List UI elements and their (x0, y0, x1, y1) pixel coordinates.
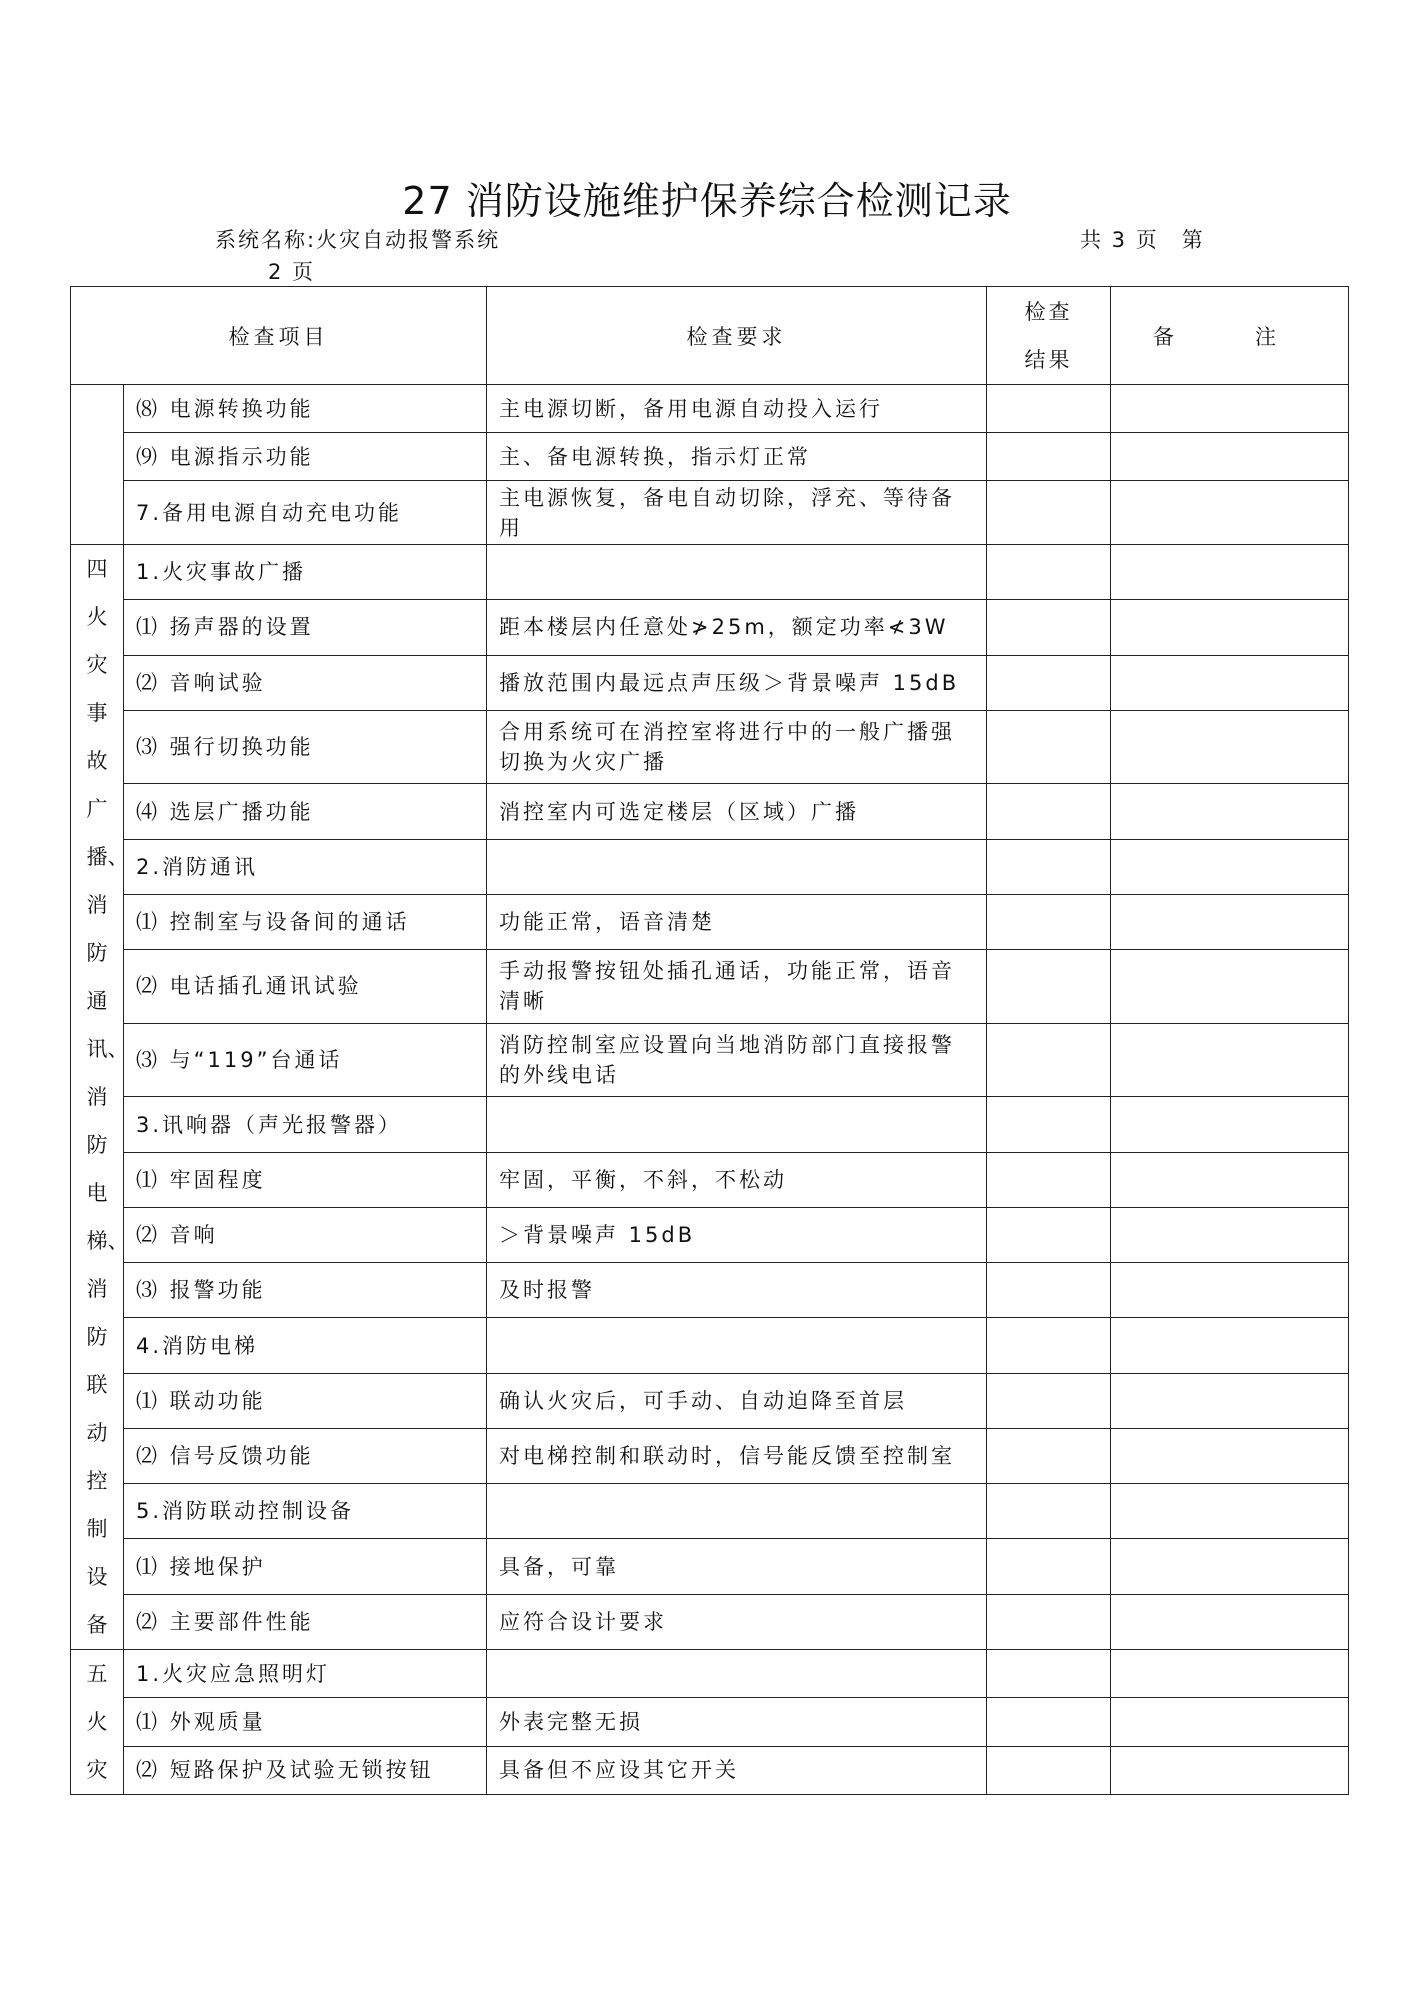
remark-cell[interactable] (1111, 950, 1349, 1024)
item-cell: ⑶ 与“119”台通话 (124, 1023, 487, 1097)
item-cell: ⑴ 控制室与设备间的通话 (124, 894, 487, 949)
remark-cell[interactable] (1111, 385, 1349, 433)
section-label-cell (71, 385, 124, 545)
section-label: 五火灾 (86, 1662, 108, 1782)
table-row (71, 1207, 1349, 1262)
requirement-cell (487, 1318, 987, 1373)
result-cell[interactable] (987, 655, 1111, 710)
result-cell[interactable] (987, 950, 1111, 1024)
remark-cell[interactable] (1111, 1698, 1349, 1746)
requirement-cell: 播放范围内最远点声压级＞背景噪声 15dB (487, 655, 987, 710)
requirement-cell: 功能正常，语音清楚 (487, 894, 987, 949)
result-cell[interactable] (987, 894, 1111, 949)
table-row (71, 894, 1349, 949)
remark-cell[interactable] (1111, 1097, 1349, 1152)
table-row (71, 1373, 1349, 1428)
result-cell[interactable] (987, 481, 1111, 545)
item-cell: 7.备用电源自动充电功能 (124, 481, 487, 545)
remark-cell[interactable] (1111, 1539, 1349, 1594)
item-cell: 4.消防电梯 (124, 1318, 487, 1373)
result-cell[interactable] (987, 545, 1111, 600)
table-row (71, 655, 1349, 710)
header-result (987, 287, 1111, 385)
item-cell: ⑵ 短路保护及试验无锁按钮 (124, 1746, 487, 1794)
item-cell: 5.消防联动控制设备 (124, 1484, 487, 1539)
requirement-cell: 具备，可靠 (487, 1539, 987, 1594)
table-row (71, 385, 1349, 433)
remark-cell[interactable] (1111, 1594, 1349, 1649)
remark-cell[interactable] (1111, 710, 1349, 784)
remark-cell[interactable] (1111, 655, 1349, 710)
section-label-cell (71, 545, 129, 1650)
item-cell: 1.火灾事故广播 (124, 545, 487, 600)
result-cell[interactable] (987, 1650, 1111, 1698)
remark-cell[interactable] (1111, 839, 1349, 894)
remark-cell[interactable] (1111, 1484, 1349, 1539)
remark-cell[interactable] (1111, 1263, 1349, 1318)
table-row (71, 784, 1349, 839)
remark-cell[interactable] (1111, 481, 1349, 545)
result-cell[interactable] (987, 1428, 1111, 1483)
result-cell[interactable] (987, 1594, 1111, 1649)
remark-cell[interactable] (1111, 1152, 1349, 1207)
requirement-cell: 消防控制室应设置向当地消防部门直接报警的外线电话 (487, 1023, 987, 1097)
requirement-cell: 对电梯控制和联动时，信号能反馈至控制室 (487, 1428, 987, 1483)
requirement-cell: 主电源切断，备用电源自动投入运行 (487, 385, 987, 433)
section-label: 四火灾事故广播、消防通讯、消防电梯、消防联动控制设备 (86, 557, 129, 1637)
item-cell: ⑼ 电源指示功能 (124, 433, 487, 481)
header-result-line2: 结果 (1024, 347, 1073, 372)
total-pages-label: 共 3 页 第 (1080, 228, 1205, 252)
remark-cell[interactable] (1111, 433, 1349, 481)
table-row (71, 839, 1349, 894)
requirement-cell (487, 545, 987, 600)
result-cell[interactable] (987, 1318, 1111, 1373)
remark-cell[interactable] (1111, 1428, 1349, 1483)
result-cell[interactable] (987, 1152, 1111, 1207)
requirement-cell (487, 1484, 987, 1539)
table-row (71, 1746, 1349, 1794)
remark-cell[interactable] (1111, 784, 1349, 839)
remark-cell[interactable] (1111, 600, 1349, 655)
item-cell: ⑵ 主要部件性能 (124, 1594, 487, 1649)
result-cell[interactable] (987, 1097, 1111, 1152)
result-cell[interactable] (987, 1023, 1111, 1097)
table-row (71, 1594, 1349, 1649)
requirement-cell (487, 1097, 987, 1152)
result-cell[interactable] (987, 839, 1111, 894)
remark-cell[interactable] (1111, 1650, 1349, 1698)
result-cell[interactable] (987, 433, 1111, 481)
requirement-cell: 手动报警按钮处插孔通话，功能正常，语音清晰 (487, 950, 987, 1024)
requirement-cell (487, 839, 987, 894)
result-cell[interactable] (987, 1373, 1111, 1428)
requirement-cell: 具备但不应设其它开关 (487, 1746, 987, 1794)
remark-cell[interactable] (1111, 1023, 1349, 1097)
requirement-cell (487, 1650, 987, 1698)
remark-cell[interactable] (1111, 1318, 1349, 1373)
remark-cell[interactable] (1111, 1207, 1349, 1262)
item-cell: ⑷ 选层广播功能 (124, 784, 487, 839)
item-cell: ⑴ 联动功能 (124, 1373, 487, 1428)
item-cell: ⑴ 接地保护 (124, 1539, 487, 1594)
header-item: 检查项目 (71, 287, 487, 385)
table-row (71, 1539, 1349, 1594)
inspection-table (70, 286, 1349, 1795)
table-row (71, 1318, 1349, 1373)
result-cell[interactable] (987, 1263, 1111, 1318)
table-row (71, 1484, 1349, 1539)
item-cell: ⑵ 音响 (124, 1207, 487, 1262)
requirement-cell: 外表完整无损 (487, 1698, 987, 1746)
requirement-cell: ＞背景噪声 15dB (487, 1207, 987, 1262)
header-result-line1: 检查 (1024, 299, 1073, 324)
system-name-label: 系统名称:火灾自动报警系统 (215, 228, 501, 252)
result-cell[interactable] (987, 710, 1111, 784)
table-row (71, 1650, 1349, 1698)
section-label-cell (71, 1650, 124, 1795)
item-cell: 3.讯响器（声光报警器） (124, 1097, 487, 1152)
page-number-label: 2 页 (268, 260, 316, 284)
table-row (71, 1263, 1349, 1318)
table-row (71, 600, 1349, 655)
result-cell[interactable] (987, 1698, 1111, 1746)
table-row (71, 950, 1349, 1024)
item-cell: ⑵ 电话插孔通讯试验 (124, 950, 487, 1024)
requirement-cell: 消控室内可选定楼层（区域）广播 (487, 784, 987, 839)
table-row (71, 1152, 1349, 1207)
requirement-cell: 及时报警 (487, 1263, 987, 1318)
item-cell: ⑴ 扬声器的设置 (124, 600, 487, 655)
header-remark: 备 注 (1111, 287, 1349, 385)
result-cell[interactable] (987, 385, 1111, 433)
remark-cell[interactable] (1111, 545, 1349, 600)
table-header-row (71, 287, 1349, 385)
document-title: 27 消防设施维护保养综合检测记录 (402, 179, 1012, 223)
item-cell: ⑻ 电源转换功能 (124, 385, 487, 433)
result-cell[interactable] (987, 600, 1111, 655)
table-row (71, 1097, 1349, 1152)
requirement-cell: 合用系统可在消控室将进行中的一般广播强切换为火灾广播 (487, 710, 987, 784)
item-cell: 1.火灾应急照明灯 (124, 1650, 487, 1698)
item-cell: ⑵ 音响试验 (124, 655, 487, 710)
result-cell[interactable] (987, 784, 1111, 839)
table-row (71, 433, 1349, 481)
requirement-cell: 确认火灾后，可手动、自动迫降至首层 (487, 1373, 987, 1428)
remark-cell[interactable] (1111, 1373, 1349, 1428)
item-cell: ⑴ 外观质量 (124, 1698, 487, 1746)
table-body (71, 385, 1349, 1795)
requirement-cell: 距本楼层内任意处≯25m，额定功率≮3W (487, 600, 987, 655)
requirement-cell: 牢固，平衡，不斜，不松动 (487, 1152, 987, 1207)
item-cell: ⑶ 报警功能 (124, 1263, 487, 1318)
table-row (71, 1428, 1349, 1483)
table-row (71, 481, 1349, 545)
result-cell[interactable] (987, 1484, 1111, 1539)
remark-cell[interactable] (1111, 1746, 1349, 1794)
requirement-cell: 主电源恢复，备电自动切除，浮充、等待备用 (487, 481, 987, 545)
table-row (71, 545, 1349, 600)
requirement-cell: 主、备电源转换，指示灯正常 (487, 433, 987, 481)
remark-cell[interactable] (1111, 894, 1349, 949)
requirement-cell: 应符合设计要求 (487, 1594, 987, 1649)
header-requirement: 检查要求 (487, 287, 987, 385)
result-cell[interactable] (987, 1746, 1111, 1794)
table-row (71, 1698, 1349, 1746)
item-cell: ⑶ 强行切换功能 (124, 710, 487, 784)
table-row (71, 710, 1349, 784)
result-cell[interactable] (987, 1539, 1111, 1594)
item-cell: 2.消防通讯 (124, 839, 487, 894)
table-row (71, 1023, 1349, 1097)
item-cell: ⑴ 牢固程度 (124, 1152, 487, 1207)
item-cell: ⑵ 信号反馈功能 (124, 1428, 487, 1483)
result-cell[interactable] (987, 1207, 1111, 1262)
